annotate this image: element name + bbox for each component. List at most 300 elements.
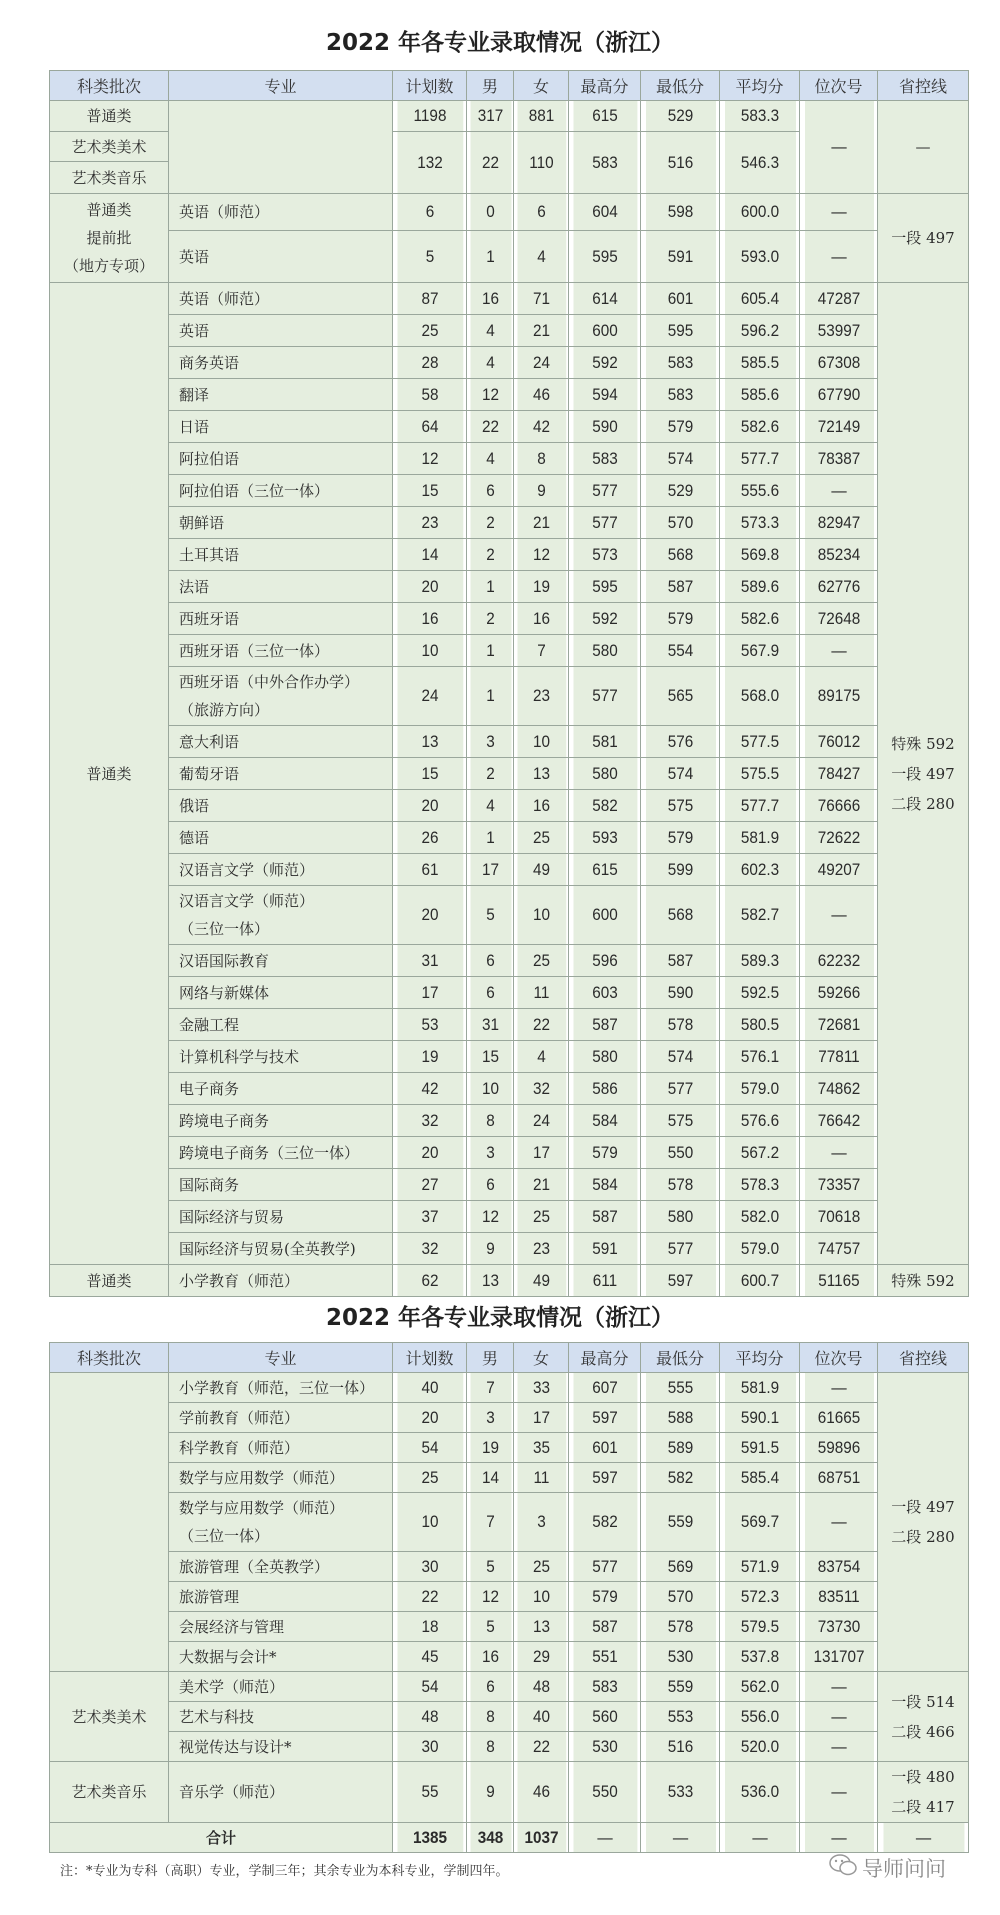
- column-header: 位次号: [800, 1343, 878, 1373]
- female-cell: 3: [516, 1493, 566, 1552]
- table1-title: 2022 年各专业录取情况（浙江）: [325, 30, 675, 56]
- plan-cell: 45: [396, 1642, 463, 1672]
- min-cell: 553: [644, 1702, 715, 1732]
- major-cell: [169, 1732, 393, 1762]
- text-line: 普通类: [86, 764, 132, 783]
- column-header: 位次号: [800, 71, 878, 101]
- table-row: [50, 1233, 969, 1265]
- male-cell: 19: [469, 1433, 511, 1463]
- plan-cell: 31: [396, 945, 463, 977]
- female-cell: 23: [516, 667, 566, 726]
- table-row: [50, 507, 969, 539]
- category-cell: [50, 1265, 169, 1297]
- rank-cell: 74757: [803, 1233, 873, 1265]
- major-cell: [169, 886, 393, 945]
- table-row: [50, 1169, 969, 1201]
- major-cell: [169, 1373, 393, 1403]
- table-row: [50, 1732, 969, 1762]
- min-cell: 582: [644, 1463, 715, 1493]
- table-row: [50, 886, 969, 945]
- female-cell: 4: [516, 1041, 566, 1073]
- female-cell: 42: [516, 411, 566, 443]
- female-cell: 22: [516, 1732, 566, 1762]
- table-row: [50, 283, 969, 315]
- rank-cell: 73357: [803, 1169, 873, 1201]
- rank-cell: 76012: [803, 726, 873, 758]
- text-line: 商务英语: [179, 353, 240, 372]
- min-cell: 559: [644, 1672, 715, 1702]
- rank-cell: 82947: [803, 507, 873, 539]
- male-cell: 16: [469, 283, 511, 315]
- text-line: 小学教育（师范）: [179, 1271, 300, 1290]
- category-cell: [50, 1672, 169, 1762]
- table-row: [50, 347, 969, 379]
- rank-cell: 85234: [803, 539, 873, 571]
- avg-cell: 579.0: [724, 1073, 796, 1105]
- text-line: 音乐学（师范）: [179, 1783, 285, 1801]
- male-cell: 31: [469, 1009, 511, 1041]
- max-cell: 611: [572, 1265, 637, 1297]
- text-line: 西班牙语（三位一体）: [179, 641, 330, 660]
- max-cell: 580: [572, 635, 637, 667]
- male-cell: 0: [469, 194, 511, 231]
- category-cell: [50, 194, 169, 283]
- table-row: [50, 1582, 969, 1612]
- text-line: 国际商务: [179, 1175, 240, 1194]
- min-cell: 589: [644, 1433, 715, 1463]
- control-line-cell: [878, 1672, 969, 1762]
- max-cell: 603: [572, 977, 637, 1009]
- male-cell: 5: [469, 1612, 511, 1642]
- max-cell: 580: [572, 1041, 637, 1073]
- plan-cell: 54: [396, 1672, 463, 1702]
- plan-cell: 28: [396, 347, 463, 379]
- table-row: [50, 758, 969, 790]
- female-cell: 6: [516, 194, 566, 231]
- table-row: [50, 977, 969, 1009]
- text-line: 法语: [179, 577, 210, 596]
- major-cell: [169, 194, 393, 231]
- table2-title: 2022 年各专业录取情况（浙江）: [325, 1305, 675, 1331]
- avg-cell: 585.6: [724, 379, 796, 411]
- min-cell: 550: [644, 1137, 715, 1169]
- female-cell: 24: [516, 347, 566, 379]
- avg-cell: 600.7: [724, 1265, 796, 1297]
- female-cell: 46: [516, 1762, 566, 1823]
- text-line: 翻译: [179, 385, 210, 404]
- text-line: 汉语国际教育: [179, 951, 270, 970]
- table-row: [50, 571, 969, 603]
- avg-cell: 577.7: [724, 443, 796, 475]
- max-cell: 580: [572, 758, 637, 790]
- header-row: [50, 71, 969, 101]
- text-line: 英语: [179, 321, 210, 340]
- column-header: 省控线: [878, 1343, 969, 1373]
- min-cell: 601: [644, 283, 715, 315]
- major-cell: [169, 977, 393, 1009]
- female-cell: 25: [516, 945, 566, 977]
- avg-cell: 555.6: [724, 475, 796, 507]
- plan-cell: 42: [396, 1073, 463, 1105]
- total-control: —: [882, 1823, 964, 1853]
- avg-cell: 580.5: [724, 1009, 796, 1041]
- avg-cell: 596.2: [724, 315, 796, 347]
- column-header: 平均分: [720, 71, 800, 101]
- table-row: [50, 1642, 969, 1672]
- min-cell: 578: [644, 1009, 715, 1041]
- text-line: 数学与应用数学（师范）: [179, 1499, 345, 1517]
- major-cell: [169, 726, 393, 758]
- text-line: 跨境电子商务（三位一体）: [179, 1143, 360, 1162]
- text-line: （地方专项）: [63, 257, 154, 275]
- table-row: [50, 231, 969, 283]
- text-line: 汉语言文学（师范）: [179, 860, 315, 879]
- major-cell: [169, 283, 393, 315]
- max-cell: 586: [572, 1073, 637, 1105]
- min-cell: 533: [644, 1762, 715, 1823]
- text-line: 艺术与科技: [179, 1707, 255, 1726]
- text-line: 会展经济与管理: [179, 1617, 285, 1636]
- avg-cell: 583.3: [724, 101, 796, 132]
- plan-cell: 16: [396, 603, 463, 635]
- major-cell: [169, 1552, 393, 1582]
- male-cell: 16: [469, 1642, 511, 1672]
- min-cell: 599: [644, 854, 715, 886]
- total-female: 1037: [516, 1823, 566, 1853]
- text-line: 汉语言文学（师范）: [179, 892, 315, 910]
- table-row: [50, 854, 969, 886]
- avg-cell: 590.1: [724, 1403, 796, 1433]
- rank-cell: 78387: [803, 443, 873, 475]
- rank-cell: 72681: [803, 1009, 873, 1041]
- text-line: 二段 280: [891, 1528, 955, 1546]
- max-cell: 590: [572, 411, 637, 443]
- major-cell: [169, 1612, 393, 1642]
- text-line: 俄语: [179, 796, 210, 815]
- male-cell: 2: [469, 603, 511, 635]
- min-cell: 570: [644, 507, 715, 539]
- text-line: 视觉传达与设计*: [179, 1737, 292, 1756]
- max-cell: 596: [572, 945, 637, 977]
- male-cell: 6: [469, 945, 511, 977]
- rank-cell: 51165: [803, 1265, 873, 1297]
- total-plan: 1385: [396, 1823, 463, 1853]
- table-row: [50, 1073, 969, 1105]
- female-cell: 35: [516, 1433, 566, 1463]
- min-cell: 568: [644, 539, 715, 571]
- max-cell: 582: [572, 790, 637, 822]
- plan-cell: 6: [396, 194, 463, 231]
- category-cell: [50, 1762, 169, 1823]
- avg-cell: 579.5: [724, 1612, 796, 1642]
- male-cell: 1: [469, 571, 511, 603]
- male-cell: 317: [469, 101, 511, 132]
- text-line: 普通类: [86, 1271, 132, 1290]
- text-line: 英语: [179, 247, 210, 266]
- max-cell: 551: [572, 1642, 637, 1672]
- female-cell: 21: [516, 507, 566, 539]
- text-line: 数学与应用数学（师范）: [179, 1468, 345, 1487]
- rank-cell: 78427: [803, 758, 873, 790]
- watermark: [828, 1852, 946, 1883]
- major-cell: [169, 667, 393, 726]
- female-cell: 46: [516, 379, 566, 411]
- male-cell: 1: [469, 231, 511, 283]
- plan-cell: 10: [396, 1493, 463, 1552]
- admission-table-1: [49, 70, 969, 1297]
- rank-cell: 72622: [803, 822, 873, 854]
- table-row: [50, 1105, 969, 1137]
- male-cell: 12: [469, 379, 511, 411]
- min-cell: 575: [644, 790, 715, 822]
- column-header: 计划数: [393, 71, 467, 101]
- rank-cell: 89175: [803, 667, 873, 726]
- min-cell: 554: [644, 635, 715, 667]
- plan-cell: 19: [396, 1041, 463, 1073]
- rank-cell: —: [803, 1702, 873, 1732]
- table-row: [50, 1463, 969, 1493]
- plan-cell: 53: [396, 1009, 463, 1041]
- major-cell: [169, 1582, 393, 1612]
- plan-cell: 12: [396, 443, 463, 475]
- text-line: 旅游管理（全英教学）: [179, 1557, 330, 1576]
- column-header: 女: [514, 1343, 569, 1373]
- max-cell: 592: [572, 603, 637, 635]
- plan-cell: 64: [396, 411, 463, 443]
- female-cell: 17: [516, 1403, 566, 1433]
- table-row: [50, 1762, 969, 1823]
- major-cell: [169, 507, 393, 539]
- max-cell: 615: [572, 854, 637, 886]
- text-line: 葡萄牙语: [179, 764, 240, 783]
- major-cell: [169, 1702, 393, 1732]
- min-cell: 579: [644, 411, 715, 443]
- min-cell: 555: [644, 1373, 715, 1403]
- max-cell: 577: [572, 667, 637, 726]
- max-cell: 594: [572, 379, 637, 411]
- avg-cell: 589.3: [724, 945, 796, 977]
- column-header: 平均分: [720, 1343, 800, 1373]
- text-line: 国际经济与贸易: [179, 1207, 285, 1226]
- male-cell: 22: [469, 132, 511, 194]
- major-cell: [169, 635, 393, 667]
- text-line: 网络与新媒体: [179, 983, 270, 1002]
- rank-cell: 62776: [803, 571, 873, 603]
- avg-cell: 602.3: [724, 854, 796, 886]
- male-cell: 12: [469, 1582, 511, 1612]
- min-cell: 516: [644, 1732, 715, 1762]
- male-cell: 22: [469, 411, 511, 443]
- female-cell: 25: [516, 1201, 566, 1233]
- column-header: 省控线: [878, 71, 969, 101]
- text-line: 艺术类美术: [71, 1707, 147, 1726]
- avg-cell: 568.0: [724, 667, 796, 726]
- major-cell: [169, 1265, 393, 1297]
- rank-cell: 59266: [803, 977, 873, 1009]
- max-cell: 587: [572, 1009, 637, 1041]
- plan-cell: 22: [396, 1582, 463, 1612]
- wechat-icon: [828, 1852, 858, 1883]
- text-line: 科学教育（师范）: [179, 1438, 300, 1457]
- column-header: 计划数: [393, 1343, 467, 1373]
- major-cell: [169, 1762, 393, 1823]
- control-line-cell: [878, 1265, 969, 1297]
- major-cell: [169, 1433, 393, 1463]
- major-cell: [169, 1463, 393, 1493]
- avg-cell: 520.0: [724, 1732, 796, 1762]
- total-max: —: [572, 1823, 637, 1853]
- text-line: 英语（师范）: [179, 203, 270, 221]
- text-line: 朝鲜语: [179, 513, 225, 532]
- max-cell: 583: [572, 1672, 637, 1702]
- column-header: 男: [467, 1343, 514, 1373]
- text-line: 一段 514: [891, 1692, 955, 1711]
- column-header: 专业: [169, 71, 393, 101]
- table-row: [50, 603, 969, 635]
- rank-cell: —: [803, 475, 873, 507]
- text-line: （旅游方向）: [179, 701, 270, 719]
- avg-cell: 569.7: [724, 1493, 796, 1552]
- plan-cell: 30: [396, 1552, 463, 1582]
- plan-cell: 23: [396, 507, 463, 539]
- male-cell: 14: [469, 1463, 511, 1493]
- female-cell: 49: [516, 1265, 566, 1297]
- min-cell: 579: [644, 603, 715, 635]
- avg-cell: 577.7: [724, 790, 796, 822]
- avg-cell: 567.2: [724, 1137, 796, 1169]
- plan-cell: 58: [396, 379, 463, 411]
- female-cell: 11: [516, 1463, 566, 1493]
- plan-cell: 32: [396, 1233, 463, 1265]
- plan-cell: 27: [396, 1169, 463, 1201]
- min-cell: 598: [644, 194, 715, 231]
- max-cell: 595: [572, 571, 637, 603]
- max-cell: 600: [572, 315, 637, 347]
- footnote: 注：*专业为专科（高职）专业，学制三年；其余专业为本科专业，学制四年。: [60, 1864, 509, 1879]
- text-line: 普通类: [86, 201, 132, 219]
- min-cell: 583: [644, 347, 715, 379]
- female-cell: 10: [516, 1582, 566, 1612]
- text-line: 金融工程: [179, 1015, 240, 1034]
- male-cell: 8: [469, 1105, 511, 1137]
- table-row: [50, 1041, 969, 1073]
- table-row: [50, 1201, 969, 1233]
- avg-cell: 589.6: [724, 571, 796, 603]
- text-line: 二段 417: [891, 1798, 955, 1816]
- male-cell: 4: [469, 790, 511, 822]
- major-cell: [169, 1009, 393, 1041]
- rank-cell: 49207: [803, 854, 873, 886]
- min-cell: 597: [644, 1265, 715, 1297]
- min-cell: 569: [644, 1552, 715, 1582]
- min-cell: 591: [644, 231, 715, 283]
- text-line: 计算机科学与技术: [179, 1047, 300, 1066]
- avg-cell: 556.0: [724, 1702, 796, 1732]
- rank-cell: —: [803, 1672, 873, 1702]
- control-line-cell: [878, 283, 969, 1265]
- max-cell: 550: [572, 1762, 637, 1823]
- female-cell: 25: [516, 822, 566, 854]
- rank-cell: —: [803, 1762, 873, 1823]
- major-cell: [169, 1041, 393, 1073]
- max-cell: 582: [572, 1493, 637, 1552]
- plan-cell: 37: [396, 1201, 463, 1233]
- major-cell: [169, 1672, 393, 1702]
- male-cell: 7: [469, 1493, 511, 1552]
- male-cell: 3: [469, 726, 511, 758]
- category-cell: 艺术类音乐: [50, 162, 169, 194]
- column-header: 专业: [169, 1343, 393, 1373]
- male-cell: 6: [469, 1169, 511, 1201]
- plan-cell: 14: [396, 539, 463, 571]
- rank-cell: —: [803, 886, 873, 945]
- min-cell: 583: [644, 379, 715, 411]
- plan-cell: 25: [396, 1463, 463, 1493]
- summary-row: [50, 101, 969, 132]
- table-row: [50, 667, 969, 726]
- plan-cell: 18: [396, 1612, 463, 1642]
- avg-cell: 581.9: [724, 1373, 796, 1403]
- max-cell: 584: [572, 1105, 637, 1137]
- rank-cell: —: [803, 1732, 873, 1762]
- avg-cell: 605.4: [724, 283, 796, 315]
- text-line: 大数据与会计*: [179, 1647, 277, 1666]
- max-cell: 530: [572, 1732, 637, 1762]
- avg-cell: 582.6: [724, 411, 796, 443]
- max-cell: 579: [572, 1582, 637, 1612]
- plan-cell: 40: [396, 1373, 463, 1403]
- table-row: [50, 1552, 969, 1582]
- female-cell: 10: [516, 886, 566, 945]
- female-cell: 13: [516, 758, 566, 790]
- male-cell: 3: [469, 1137, 511, 1169]
- female-cell: 13: [516, 1612, 566, 1642]
- male-cell: 9: [469, 1762, 511, 1823]
- max-cell: 577: [572, 507, 637, 539]
- plan-cell: 48: [396, 1702, 463, 1732]
- rank-cell: —: [803, 1493, 873, 1552]
- text-line: 英语（师范）: [179, 289, 270, 308]
- rank-cell: 67308: [803, 347, 873, 379]
- text-line: 一段 480: [891, 1768, 955, 1786]
- table-row: [50, 443, 969, 475]
- text-line: 西班牙语（中外合作办学）: [179, 673, 360, 691]
- min-cell: 530: [644, 1642, 715, 1672]
- min-cell: 565: [644, 667, 715, 726]
- min-cell: 570: [644, 1582, 715, 1612]
- male-cell: 5: [469, 1552, 511, 1582]
- major-cell: [169, 603, 393, 635]
- max-cell: 593: [572, 822, 637, 854]
- major-cell: [169, 411, 393, 443]
- female-cell: 7: [516, 635, 566, 667]
- category-cell: [50, 1373, 169, 1672]
- plan-cell: 62: [396, 1265, 463, 1297]
- text-line: 阿拉伯语（三位一体）: [179, 481, 330, 500]
- female-cell: 17: [516, 1137, 566, 1169]
- max-cell: 614: [572, 283, 637, 315]
- min-cell: 516: [644, 132, 715, 194]
- plan-cell: 55: [396, 1762, 463, 1823]
- major-cell: [169, 101, 393, 194]
- admission-table-2: [49, 1342, 969, 1853]
- plan-cell: 132: [396, 132, 463, 194]
- table-row: [50, 822, 969, 854]
- female-cell: 16: [516, 603, 566, 635]
- text-line: 跨境电子商务: [179, 1111, 270, 1130]
- text-line: 艺术类音乐: [71, 1783, 147, 1801]
- column-header: 最高分: [569, 1343, 641, 1373]
